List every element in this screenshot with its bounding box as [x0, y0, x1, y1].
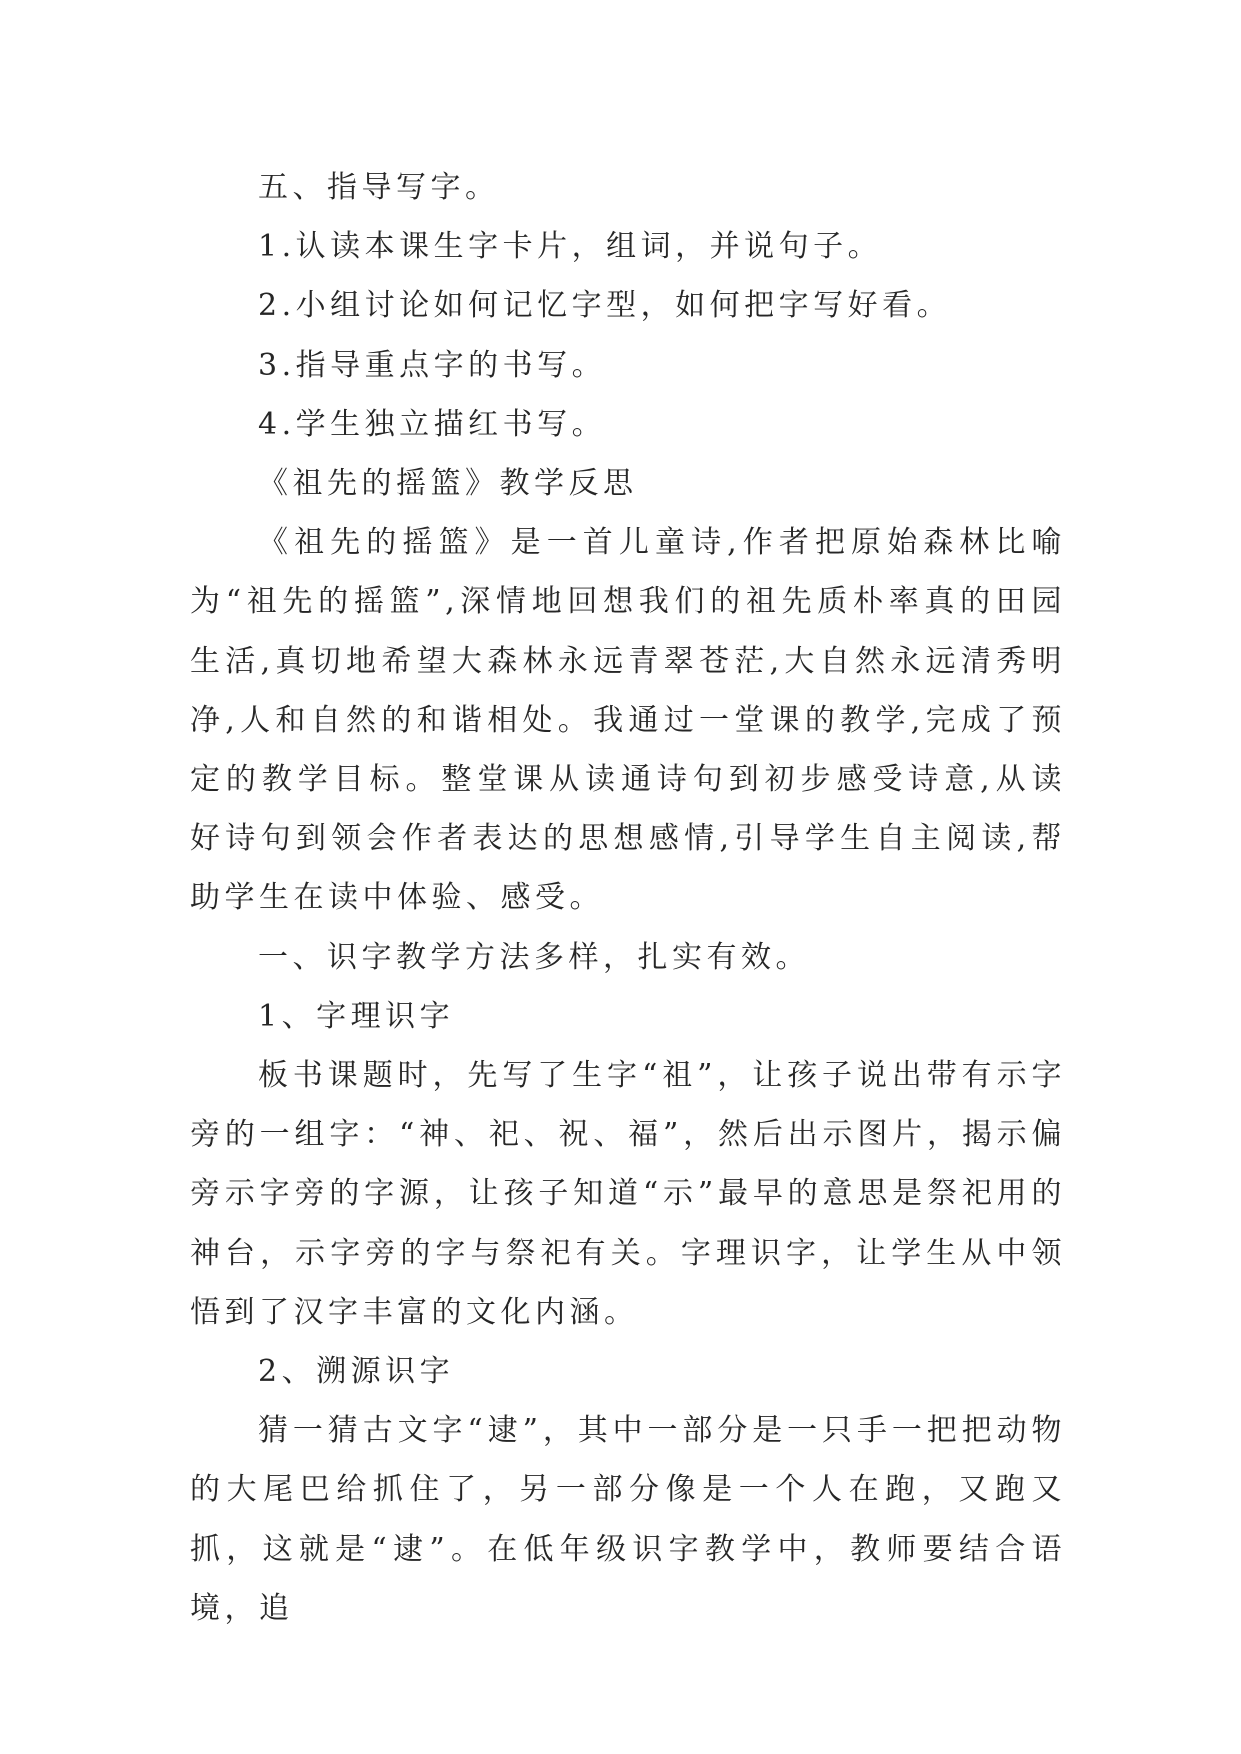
section-heading-literacy: 一、识字教学方法多样，扎实有效。 [258, 939, 810, 975]
subheading: 2、溯源识字 [258, 1354, 455, 1390]
subheading: 1、字理识字 [258, 998, 455, 1034]
body-paragraph: 板书课题时，先写了生字“祖”，让孩子说出带有示字旁的一组字：“神、祀、祝、福”，然后出示图片，揭示偏旁示字旁的字源，让孩子知道“示”最早的意思是祭祀用的神台，示字旁的字与祭祀有关。字理识字，让学生从中领悟到了汉字丰富的文化内涵。 [190, 1058, 1066, 1330]
list-item: 1.认读本课生字卡片，组词，并说句子。 [258, 229, 883, 265]
reflection-title: 《祖先的摇篮》教学反思 [258, 466, 638, 502]
list-item: 4.学生独立描红书写。 [258, 406, 607, 442]
body-paragraph: 猜一猜古文字“逮”，其中一部分是一只手一把把动物的大尾巴给抓住了，另一部分像是一个人在跑，又跑又抓，这就是“逮”。在低年级识字教学中，教师要结合语境，追 [190, 1413, 1066, 1626]
body-paragraph: 《祖先的摇篮》是一首儿童诗,作者把原始森林比喻为“祖先的摇篮”,深情地回想我们的祖先质朴率真的田园生活,真切地希望大森林永远青翠苍茫,大自然永远清秀明净,人和自然的和谐相处。我通过一堂课的教学,完成了预定的教学目标。整堂课从读通诗句到初步感受诗意,从读好诗句到领会作者表达的思想感情,引导学生自主阅读,帮助学生在读中体验、感受。 [190, 525, 1066, 916]
section-heading-writing: 五、指导写字。 [258, 170, 500, 205]
document-body [190, 158, 1066, 1638]
list-item: 3.指导重点字的书写。 [258, 347, 607, 383]
list-item: 2.小组讨论如何记忆字型，如何把字写好看。 [258, 288, 952, 324]
